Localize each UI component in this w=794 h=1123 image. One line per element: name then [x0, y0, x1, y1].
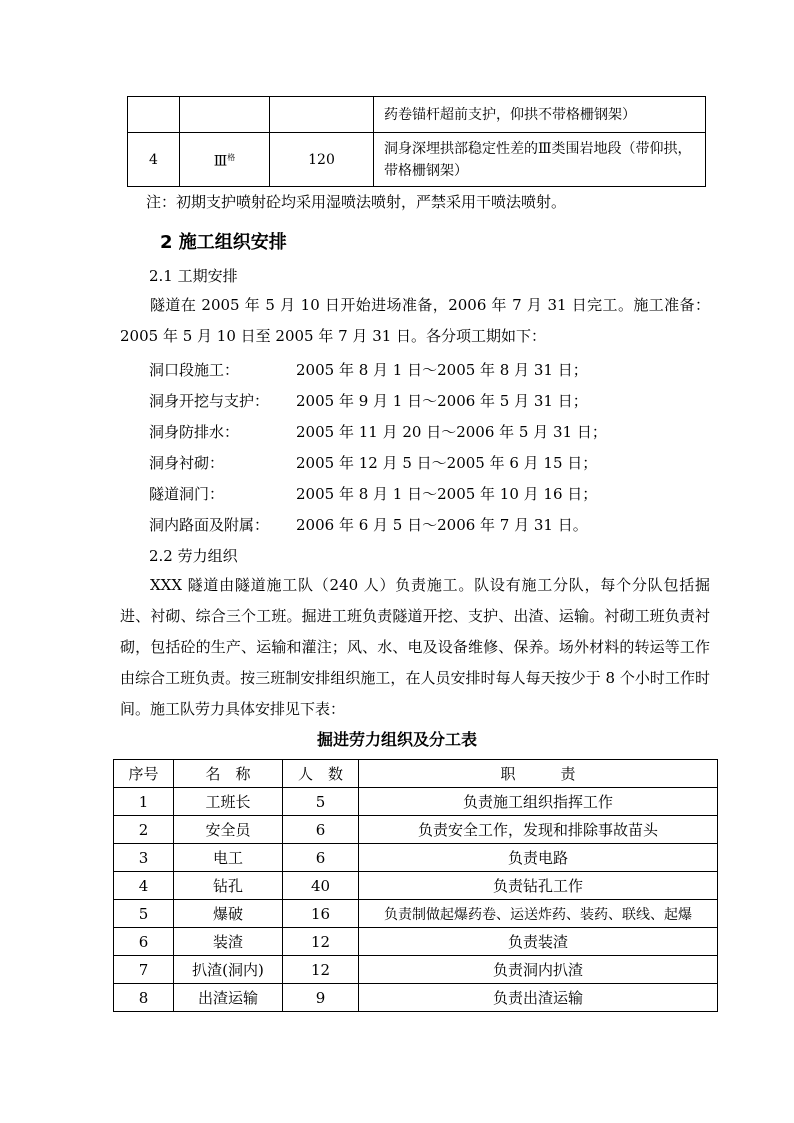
cell-no: 1: [114, 788, 174, 816]
section-title: 2 施工组织安排: [160, 232, 287, 253]
cell-duty: 负责钻孔工作: [359, 872, 718, 900]
header-count: 人 数: [283, 760, 359, 788]
table-row: [128, 97, 706, 133]
table-row: [114, 844, 718, 872]
header-no: 序号: [114, 760, 174, 788]
cell-name: 安全员: [174, 816, 283, 844]
labor-table: [113, 759, 718, 1012]
cell-name: 工班长: [174, 788, 283, 816]
cell-no: 8: [114, 984, 174, 1012]
labor-table-title: 掘进劳力组织及分工表: [316, 730, 477, 749]
cell-length: [270, 97, 374, 133]
cell-duty: 负责施工组织指挥工作: [359, 788, 718, 816]
cell-name: 电工: [174, 844, 283, 872]
schedule-label: 洞身开挖与支护：: [149, 392, 270, 410]
table-row: [114, 928, 718, 956]
cell-no: 2: [114, 816, 174, 844]
schedule-date: 2005 年 12 月 5 日～2005 年 6 月 15 日；: [296, 454, 598, 472]
table-row: [114, 872, 718, 900]
cell-name: 爆破: [174, 900, 283, 928]
table-row: [114, 900, 718, 928]
subsection-title-schedule: 2.1 工期安排: [149, 267, 238, 285]
cell-no: 5: [114, 900, 174, 928]
schedule-date: 2005 年 8 月 1 日～2005 年 8 月 31 日；: [296, 361, 588, 379]
cell-grade: [180, 97, 270, 133]
cell-no: [128, 97, 180, 133]
cell-no: 7: [114, 956, 174, 984]
cell-no: 4: [114, 872, 174, 900]
header-duty: 职 责: [359, 760, 718, 788]
cell-name: 出渣运输: [174, 984, 283, 1012]
labor-paragraph: XXX 隧道由隧道施工队（240 人）负责施工。队设有施工分队，每个分队包括掘进、衬砌、综合三个工班。掘进工班负责隧道开挖、支护、出渣、运输。衬砌工班负责衬砌，包括砼的生产、运输和灌注；风、水、电及设备维修、保养。场外材料的转运等工作由综合工班负责。按三班制安排组织施工，在人员安排时每人每天按少于 8 个小时工作时间。施工队劳力具体安排见下表：: [120, 576, 710, 718]
cell-duty: 负责安全工作，发现和排除事故苗头: [359, 816, 718, 844]
schedule-label: 洞内路面及附属：: [149, 516, 270, 534]
subsection-title-labor: 2.2 劳力组织: [149, 547, 238, 565]
cell-duty: 负责洞内扒渣: [359, 956, 718, 984]
cell-grade: Ⅲ$^格$: [180, 133, 270, 187]
cell-no: 4: [128, 133, 180, 187]
schedule-date: 2005 年 11 月 20 日～2006 年 5 月 31 日；: [296, 423, 607, 441]
cell-no: 6: [114, 928, 174, 956]
cell-count: 6: [283, 844, 359, 872]
cell-name: 扒渣(洞内): [174, 956, 283, 984]
schedule-label: 洞身衬砌：: [149, 454, 225, 472]
schedule-label: 洞身防排水：: [149, 423, 240, 441]
cell-count: 9: [283, 984, 359, 1012]
cell-count: 6: [283, 816, 359, 844]
cell-length: 120: [270, 133, 374, 187]
header-name: 名 称: [174, 760, 283, 788]
cell-desc: 洞身深埋拱部稳定性差的Ⅲ类围岩地段（带仰拱， 带格栅钢架）: [374, 133, 706, 187]
table-row: [114, 788, 718, 816]
cell-duty: 负责电路: [359, 844, 718, 872]
schedule-label: 洞口段施工：: [149, 361, 240, 379]
cell-count: 40: [283, 872, 359, 900]
cell-count: 12: [283, 956, 359, 984]
table-note: 注：初期支护喷射砼均采用湿喷法喷射，严禁采用干喷法喷射。: [146, 193, 567, 211]
table-header-row: [114, 760, 718, 788]
cell-desc: 药卷锚杆超前支护，仰拱不带格栅钢架）: [374, 97, 706, 133]
cell-count: 16: [283, 900, 359, 928]
schedule-date: 2005 年 8 月 1 日～2005 年 10 月 16 日；: [296, 485, 598, 503]
table-row: [114, 956, 718, 984]
cell-duty: 负责出渣运输: [359, 984, 718, 1012]
support-type-table: [127, 96, 706, 187]
cell-duty: 负责制做起爆药卷、运送炸药、装药、联线、起爆: [359, 900, 718, 928]
schedule-date: 2005 年 9 月 1 日～2006 年 5 月 31 日；: [296, 392, 588, 410]
cell-count: 12: [283, 928, 359, 956]
table-row: [128, 133, 706, 187]
cell-duty: 负责装渣: [359, 928, 718, 956]
cell-count: 5: [283, 788, 359, 816]
schedule-date: 2006 年 6 月 5 日～2006 年 7 月 31 日。: [296, 516, 588, 534]
schedule-intro: 隧道在 2005 年 5 月 10 日开始进场准备，2006 年 7 月 31 日完工。施工准备：2005 年 5 月 10 日至 2005 年 7 月 31 日。各分项工期如下：: [120, 296, 710, 345]
table-row: [114, 984, 718, 1012]
cell-name: 装渣: [174, 928, 283, 956]
table-row: [114, 816, 718, 844]
schedule-label: 隧道洞门：: [149, 485, 225, 503]
cell-name: 钻孔: [174, 872, 283, 900]
cell-no: 3: [114, 844, 174, 872]
